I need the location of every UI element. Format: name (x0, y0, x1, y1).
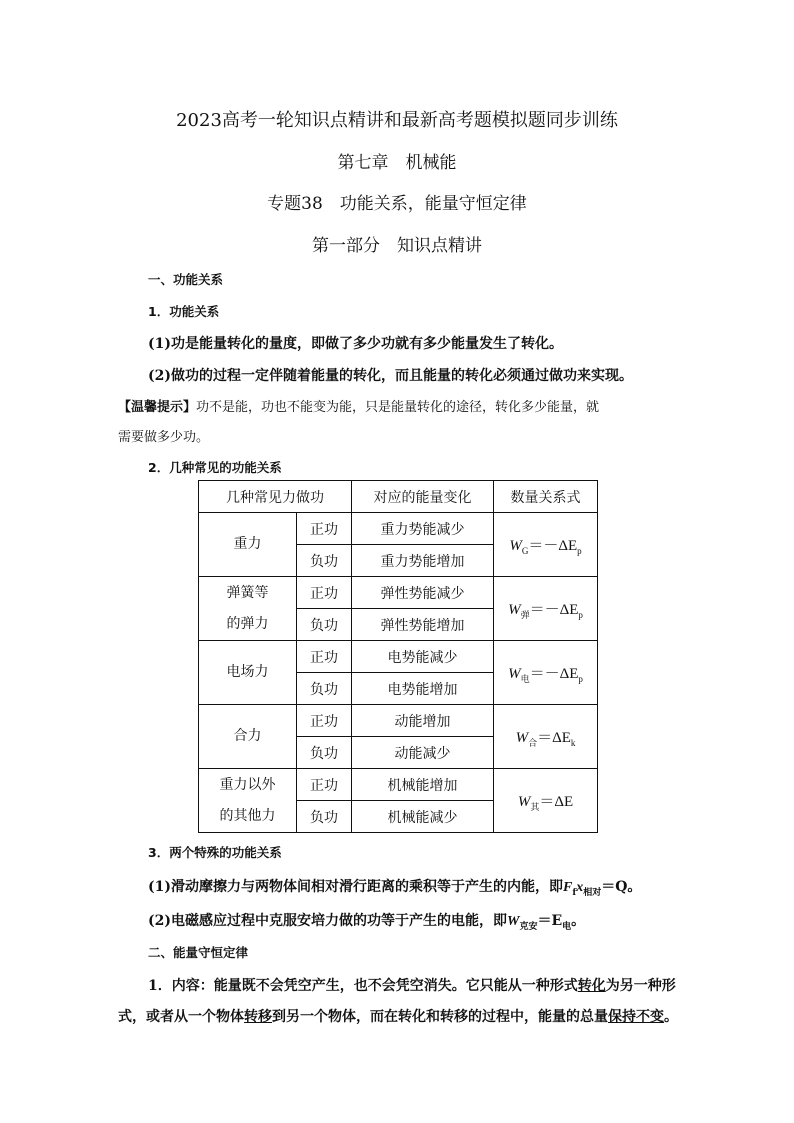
change-cell: 重力势能增加 (352, 545, 494, 577)
section2-paragraph-line-2: 式，或者从一个物体转移到另一个物体，而在转化和转移的过程中，能量的总量保持不变。 (118, 1009, 678, 1025)
section1-heading: 一、功能关系 (148, 272, 224, 287)
header-energy-change: 对应的能量变化 (352, 481, 494, 513)
formula-cell: $W_其=\Delta E$ (494, 769, 598, 833)
change-cell: 重力势能减少 (352, 513, 494, 545)
chapter-title: 第七章 机械能 (337, 153, 457, 173)
topic-title: 专题38 功能关系，能量守恒定律 (267, 194, 527, 214)
sub3-heading: 3．两个特殊的功能关系 (148, 845, 282, 860)
sub3-paragraph-2: (2)电磁感应过程中克服安培力做的功等于产生的电能，即$W_{克安}=E_电$。 (148, 913, 586, 932)
section2-heading: 二、能量守恒定律 (148, 945, 249, 960)
part-title: 第一部分 知识点精讲 (312, 236, 482, 256)
work-cell: 负功 (297, 737, 352, 769)
force-cell: 合力 (199, 705, 297, 769)
force-cell: 电场力 (199, 641, 297, 705)
formula-cell: $W_G=-\Delta E_p$ (494, 513, 598, 577)
document-title: 2023高考一轮知识点精讲和最新高考题模拟题同步训练 (176, 110, 618, 131)
work-cell: 正功 (297, 769, 352, 801)
change-cell: 弹性势能增加 (352, 609, 494, 641)
change-cell: 机械能减少 (352, 801, 494, 833)
sub1-paragraph-2: (2)做功的过程一定伴随着能量的转化，而且能量的转化必须通过做功来实现。 (148, 368, 633, 384)
work-cell: 正功 (297, 641, 352, 673)
work-cell: 正功 (297, 705, 352, 737)
change-cell: 机械能增加 (352, 769, 494, 801)
table-row (199, 641, 598, 673)
sub1-paragraph-1: (1)功是能量转化的量度，即做了多少功就有多少能量发生了转化。 (148, 336, 563, 352)
formula-cell: $W_合=\Delta E_k$ (494, 705, 598, 769)
formula-cell: $W_弹=-\Delta E_p$ (494, 577, 598, 641)
work-cell: 负功 (297, 673, 352, 705)
tip-line-2: 需要做多少功。 (118, 430, 210, 445)
table-row (199, 513, 598, 545)
table-row (199, 769, 598, 801)
work-cell: 负功 (297, 609, 352, 641)
tip-text-1: 功不是能，功也不能变为能，只是能量转化的途径，转化多少能量，就 (196, 400, 600, 415)
sub1-heading: 1．功能关系 (148, 304, 220, 319)
work-cell: 负功 (297, 801, 352, 833)
work-cell: 正功 (297, 577, 352, 609)
header-formula: 数量关系式 (494, 481, 598, 513)
work-cell: 正功 (297, 513, 352, 545)
table-row (199, 705, 598, 737)
sub2-heading: 2．几种常见的功能关系 (148, 460, 282, 475)
formula-cell: $W_电=-\Delta E_p$ (494, 641, 598, 705)
change-cell: 电势能减少 (352, 641, 494, 673)
table-header-row (199, 481, 598, 513)
force-cell: 重力 (199, 513, 297, 577)
tip-line-1 (118, 396, 599, 415)
function-energy-table (198, 480, 598, 833)
force-cell: 重力以外 的其他力 (199, 769, 297, 833)
change-cell: 弹性势能减少 (352, 577, 494, 609)
work-cell: 负功 (297, 545, 352, 577)
table-row (199, 577, 598, 609)
sub3-paragraph-1: (1)滑动摩擦力与两物体间相对滑行距离的乘积等于产生的内能，即$F_fx_{相对}=Q$。 (148, 879, 642, 898)
change-cell: 电势能增加 (352, 673, 494, 705)
header-force: 几种常见力做功 (199, 481, 352, 513)
tip-label: 【温馨提示】 (118, 400, 197, 415)
force-cell: 弹簧等 的弹力 (199, 577, 297, 641)
change-cell: 动能增加 (352, 705, 494, 737)
change-cell: 动能减少 (352, 737, 494, 769)
section2-paragraph-line-1: 1．内容：能量既不会凭空产生，也不会凭空消失。它只能从一种形式转化为另一种形 (148, 978, 676, 994)
